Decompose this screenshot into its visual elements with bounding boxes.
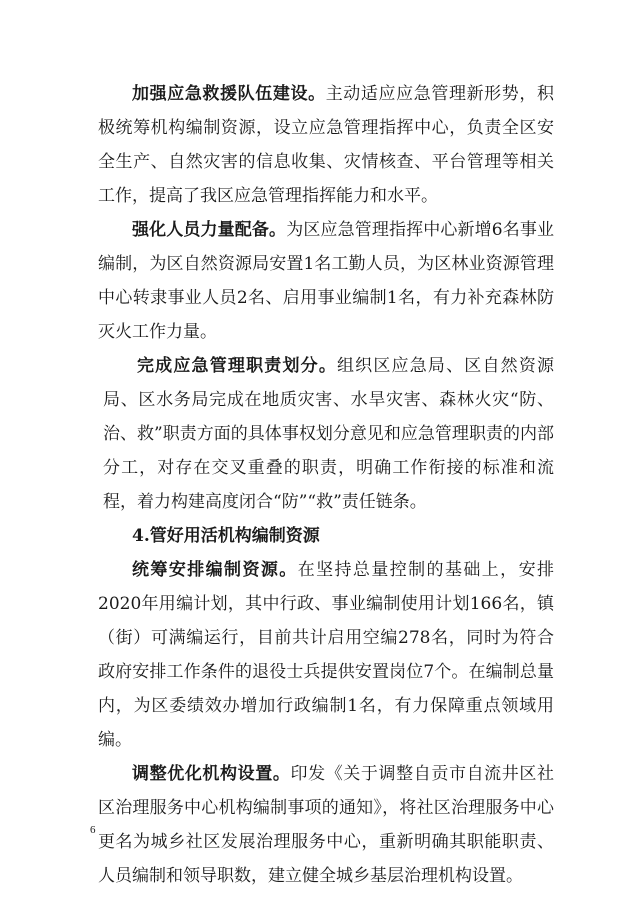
paragraph-emergency-rescue xyxy=(98,77,554,213)
paragraph-body: 为区应急管理指挥中心新增6名事业编制，为区自然资源局安置1名工勤人员，为区林业资源管理中心转隶事业人员2名、启用事业编制1名，有力补充森林防灭火工作力量。 xyxy=(98,220,555,342)
paragraph-body: 在坚持总量控制的基础上，安排2020年用编计划，其中行政、事业编制使用计划166名，镇（街）可满编运行，目前共计启用空编278名，同时为符合政府安排工作条件的退役士兵提供安置岗位7个。在编制总量内，为区委绩效办增加行政编制1名，有力保障重点领域用编。 xyxy=(98,560,555,750)
paragraph-lead: 强化人员力量配备。 xyxy=(132,220,287,240)
paragraph-responsibility-division xyxy=(98,349,554,519)
paragraph-lead: 统筹安排编制资源。 xyxy=(132,560,298,580)
document-body xyxy=(98,77,554,893)
paragraph-staff-allocation xyxy=(98,553,554,757)
paragraph-staffing xyxy=(98,213,554,349)
paragraph-body: 主动适应应急管理新形势，积极统筹机构编制资源，设立应急管理指挥中心，负责全区安全生产、自然灾害的信息收集、灾情核查、平台管理等相关工作，提高了我区应急管理指挥能力和水平。 xyxy=(98,84,555,206)
paragraph-body: 印发《关于调整自贡市自流井区社区治理服务中心机构编制事项的通知》，将社区治理服务中心更名为城乡社区发展治理服务中心，重新明确其职能职责、人员编制和领导职数，建立健全城乡基层治理机构设置。 xyxy=(98,764,555,886)
section-heading: 4.管好用活机构编制资源 xyxy=(132,526,320,546)
paragraph-body: 组织区应急局、区自然资源局、区水务局完成在地质灾害、水旱灾害、森林火灾“防、治、救”职责方面的具体事权划分意见和应急管理职责的内部分工，对存在交叉重叠的职责，明确工作衔接的标准和流程，着力构建高度闭合“防”“救”责任链条。 xyxy=(103,356,554,512)
paragraph-lead: 加强应急救援队伍建设。 xyxy=(132,84,326,104)
page-number: 6 xyxy=(90,824,96,836)
paragraph-lead: 完成应急管理职责划分。 xyxy=(137,356,337,376)
paragraph-lead: 调整优化机构设置。 xyxy=(132,764,291,784)
paragraph-structure-optimization xyxy=(98,757,554,893)
